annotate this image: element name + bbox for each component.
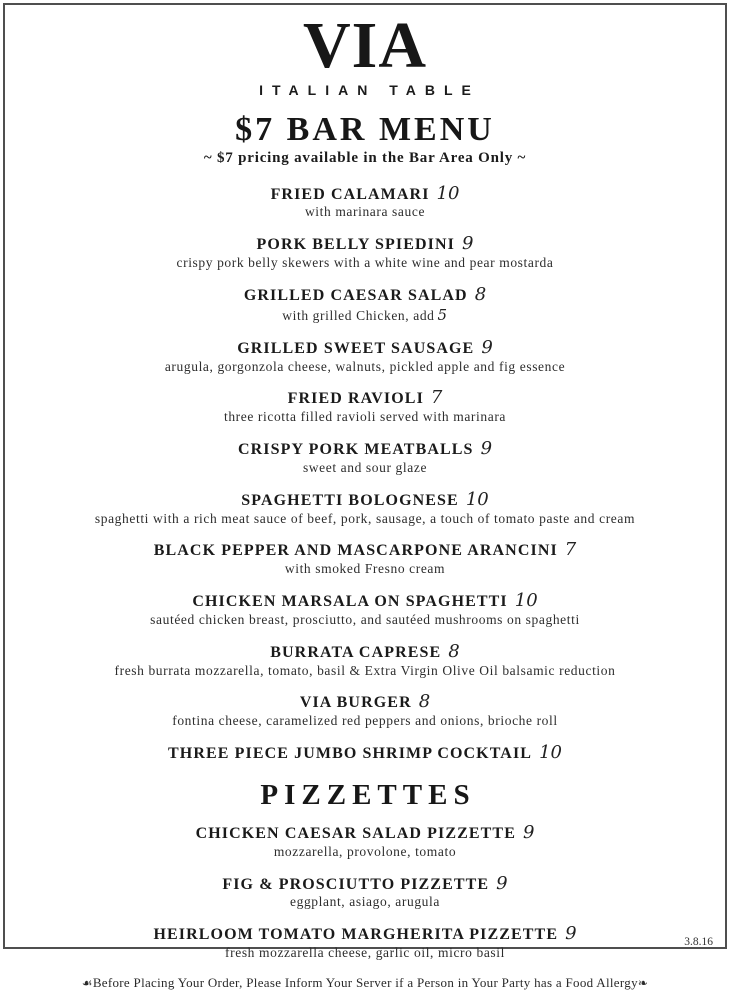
item-price: 10 — [465, 488, 489, 510]
item-price: 7 — [564, 539, 577, 561]
item-name: FRIED CALAMARI — [270, 185, 430, 203]
menu-item — [5, 184, 725, 222]
item-name: CHICKEN CAESAR SALAD PIZZETTE — [195, 824, 516, 842]
item-name: FIG & PROSCIUTTO PIZZETTE — [222, 875, 490, 893]
item-description: fresh mozzarella cheese, garlic oil, micro basil — [225, 945, 505, 961]
item-description: crispy pork belly skewers with a white wine and pear mostarda — [176, 255, 554, 271]
item-description-text: with grilled Chicken, add — [282, 307, 435, 323]
menu-item — [5, 874, 725, 912]
menu-item — [5, 743, 725, 763]
item-name: CHICKEN MARSALA ON SPAGHETTI — [192, 593, 508, 611]
item-add-price: 5 — [437, 305, 448, 324]
pizzettes-section-heading: PIZZETTES — [260, 778, 476, 811]
item-price: 7 — [430, 387, 443, 409]
menu-item — [5, 338, 725, 376]
menu-item — [5, 591, 725, 629]
allergy-notice — [5, 975, 725, 991]
item-price: 8 — [448, 640, 460, 662]
item-name: VIA BURGER — [299, 694, 412, 712]
item-description: mozzarella, provolone, tomato — [273, 843, 457, 859]
right-fleuron-ornament: ❧ — [637, 975, 649, 990]
menu-page-border — [3, 3, 727, 990]
menu-item — [5, 642, 725, 680]
item-description: with marinara sauce — [304, 204, 426, 220]
item-name: GRILLED CAESAR SALAD — [243, 287, 468, 305]
item-price: 9 — [461, 233, 474, 255]
item-name: SPAGHETTI BOLOGNESE — [241, 491, 459, 509]
left-fleuron-ornament: ☙ — [81, 975, 93, 990]
menu-item — [5, 439, 725, 477]
item-name: GRILLED SWEET SAUSAGE — [237, 339, 475, 357]
item-name: HEIRLOOM TOMATO MARGHERITA PIZZETTE — [153, 926, 559, 944]
item-price: 9 — [481, 336, 493, 358]
item-description — [5, 306, 725, 325]
menu-item — [5, 490, 725, 528]
item-description: arugula, gorgonzola cheese, walnuts, pickled apple and fig essence — [164, 358, 566, 374]
item-price: 9 — [522, 821, 535, 843]
item-name: BURRATA CAPRESE — [270, 643, 442, 661]
pizzettes-section — [5, 823, 725, 962]
restaurant-tagline: ITALIAN TABLE — [259, 82, 480, 98]
item-name: FRIED RAVIOLI — [287, 390, 424, 408]
item-price: 10 — [539, 742, 562, 764]
item-price: 10 — [436, 182, 460, 204]
menu-item — [5, 285, 725, 325]
menu-item — [5, 823, 725, 861]
bar-menu-section — [5, 184, 725, 763]
menu-item — [5, 388, 725, 426]
item-name: PORK BELLY SPIEDINI — [256, 236, 455, 254]
restaurant-logo: VIA — [302, 9, 427, 82]
allergy-notice-text: Before Placing Your Order, Please Inform Your Server if a Person in Your Party has a Food Allergy — [92, 974, 638, 990]
menu-title: $7 BAR MENU — [235, 111, 495, 148]
menu-item — [5, 540, 725, 578]
menu-item — [5, 924, 725, 962]
item-description: sautéed chicken breast, prosciutto, and sautéed mushrooms on spaghetti — [150, 611, 580, 627]
item-description: sweet and sour glaze — [302, 459, 428, 475]
item-price: 8 — [474, 284, 487, 306]
item-description: fresh burrata mozzarella, tomato, basil & Extra Virgin Olive Oil balsamic reduction — [114, 662, 616, 678]
item-description: eggplant, asiago, arugula — [290, 894, 440, 910]
menu-item — [5, 692, 725, 730]
menu-pricing-note: ~ $7 pricing available in the Bar Area Only ~ — [203, 149, 527, 166]
item-price: 10 — [514, 590, 538, 612]
item-price: 8 — [418, 691, 431, 713]
item-description: spaghetti with a rich meat sauce of beef, pork, sausage, a touch of tomato paste and cream — [94, 510, 636, 526]
item-price: 9 — [496, 872, 508, 894]
item-name: BLACK PEPPER AND MASCARPONE ARANCINI — [153, 542, 558, 560]
item-name: CRISPY PORK MEATBALLS — [237, 441, 474, 459]
item-price: 9 — [480, 438, 493, 460]
revision-date: 3.8.16 — [684, 936, 713, 948]
menu-item — [5, 234, 725, 272]
item-description: fontina cheese, caramelized red peppers and onions, brioche roll — [172, 713, 558, 729]
item-price: 9 — [565, 923, 577, 945]
item-name: THREE PIECE JUMBO SHRIMP COCKTAIL — [168, 745, 533, 763]
item-description: with smoked Fresno cream — [284, 561, 446, 577]
item-description: three ricotta filled ravioli served with marinara — [223, 409, 507, 425]
